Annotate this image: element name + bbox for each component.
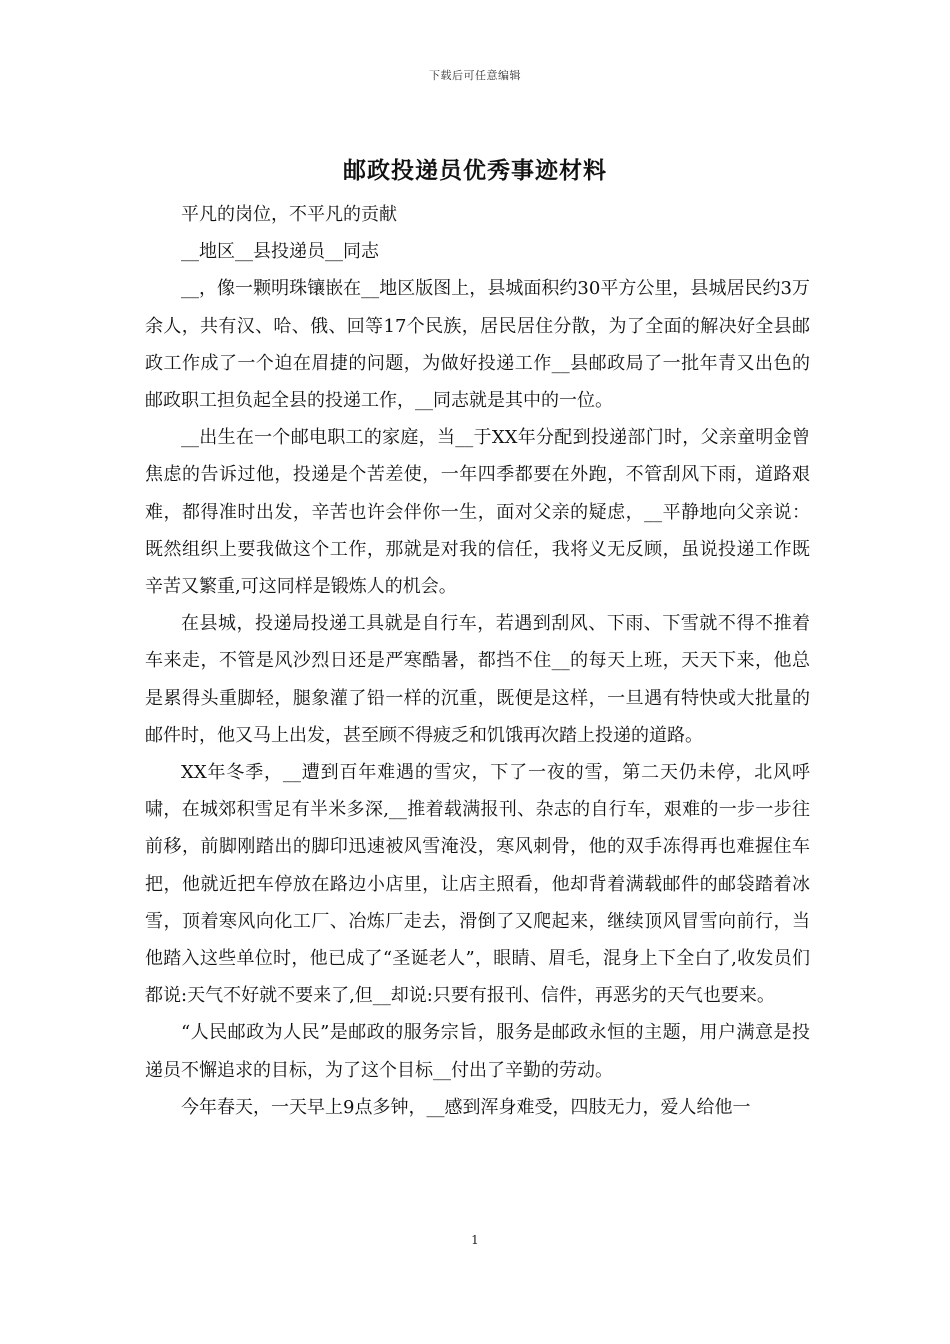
paragraph-service: “人民邮政为人民”是邮政的服务宗旨，服务是邮政永恒的主题，用户满意是投递员不懈追求的目标，为了这个目标__付出了辛勤的劳动。	[145, 1022, 810, 1081]
paragraph-snowstorm: XX年冬季，__遭到百年难遇的雪灾，下了一夜的雪，第二天仍未停，北风呼啸，在城郊积雪足有半米多深,__推着载满报刊、杂志的自行车，艰难的一步一步往前移，前脚刚踏出的脚印迅速被风雪淹没，寒风刺骨，他的双手冻得再也难握住车把，他就近把车停放在路边小店里，让店主照看，他却背着满载邮件的邮袋踏着冰雪，顶着寒风向化工厂、冶炼厂走去，滑倒了又爬起来，继续顶风冒雪向前行，当他踏入这些单位时，他已成了“圣诞老人”，眼睛、眉毛，混身上下全白了,收发员们都说:天气不好就不要来了,但__却说:只要有报刊、信件，再恶劣的天气也要来。	[145, 762, 810, 1007]
paragraph-bicycle: 在县城，投递局投递工具就是自行车，若遇到刮风、下雨、下雪就不得不推着车来走，不管是风沙烈日还是严寒酷暑，都挡不住__的每天上班，天天下来，他总是累得头重脚轻，腿象灌了铅一样的沉重，既便是这样，一旦遇有特快或大批量的邮件时，他又马上出发，甚至顾不得疲乏和饥饿再次踏上投递的道路。	[145, 613, 810, 746]
header-note: 下载后可任意编辑	[429, 69, 521, 82]
paragraph-intro: __，像一颗明珠镶嵌在__地区版图上，县城面积约30平方公里，县城居民约3万余人，共有汉、哈、俄、回等17个民族，居民居住分散，为了全面的解决好全县邮政工作成了一个迫在眉捷的问题，为做好投递工作__县邮政局了一批年青又出色的邮政职工担负起全县的投递工作，__同志就是其中的一位。	[145, 278, 810, 412]
paragraph-family: __出生在一个邮电职工的家庭，当__于XX年分配到投递部门时，父亲童明金曾焦虑的告诉过他，投递是个苦差使，一年四季都要在外跑，不管刮风下雨，道路艰难，都得准时出发，辛苦也许会伴你一生，面对父亲的疑虑，__平静地向父亲说：既然组织上要我做这个工作，那就是对我的信任，我将义无反顾，虽说投递工作既辛苦又繁重,可这同样是锻炼人的机会。	[145, 427, 810, 598]
paragraph-byline: __地区__县投递员__同志	[181, 241, 379, 263]
paragraph-subtitle: 平凡的岗位，不平凡的贡献	[181, 204, 397, 225]
document-body	[145, 196, 810, 1126]
page-number: 1	[471, 1233, 479, 1247]
document-title: 邮政投递员优秀事迹材料	[343, 157, 607, 184]
paragraph-spring: 今年春天，一天早上9点多钟，__感到浑身难受，四肢无力，爱人给他一	[181, 1096, 751, 1118]
